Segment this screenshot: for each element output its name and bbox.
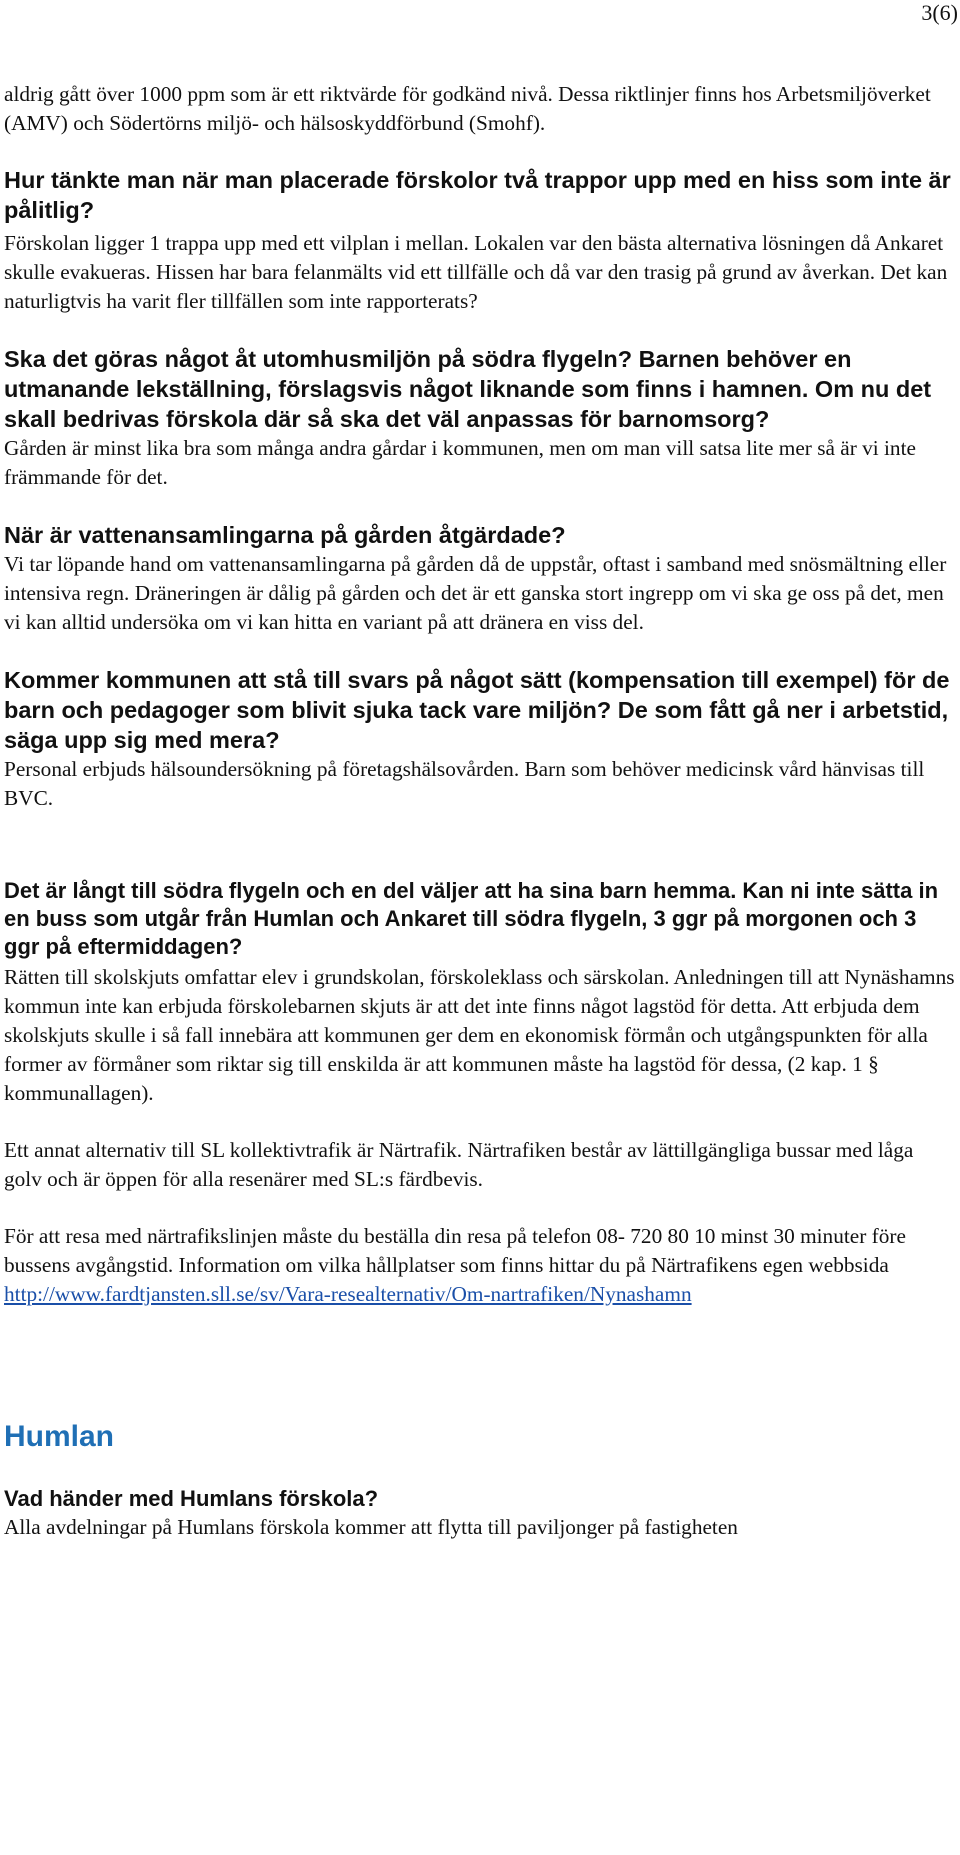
page-number: 3(6) xyxy=(921,0,958,25)
question-compensation: Kommer kommunen att stå till svars på något sätt (kompensation till exempel) för de barn och pedagoger som blivit sjuka tack vare miljön? De som fått gå ner i arbetstid, säga upp sig med mera? xyxy=(4,667,950,753)
question-elevator: Hur tänkte man när man placerade förskolor två trappor upp med en hiss som inte är pålitlig? xyxy=(4,167,951,223)
answer-compensation: Personal erbjuds hälsoundersökning på företagshälsovården. Barn som behöver medicinsk vård hänvisas till BVC. xyxy=(4,757,925,810)
question-water-accumulation: När är vattenansamlingarna på gården åtgärdade? xyxy=(4,522,566,548)
question-outdoor-environment: Ska det göras något åt utomhusmiljön på södra flygeln? Barnen behöver en utmanande lekställning, förslagsvis något liknande som finns i hamnen. Om nu det skall bedrivas förskola där så ska det väl anpassas för barnomsorg? xyxy=(4,346,932,432)
answer-elevator: Förskolan ligger 1 trappa upp med ett vilplan i mellan. Lokalen var den bästa alternativa lösningen då Ankaret skulle evakueras. Hissen har bara felanmälts vid ett tillfälle och då var den trasig på grund av åverkan. Det kan naturligtvis ha varit fler tillfällen som inte rapporterats? xyxy=(4,231,948,313)
answer-water-accumulation: Vi tar löpande hand om vattenansamlingarna på gården då de uppstår, oftast i samband med snösmältning eller intensiva regn. Dräneringen är dålig på gården och det är ett ganska stort ingrepp om vi ska ge oss på det, men vi kan alltid undersöka om vi kan hitta en variant på att dränera en viss del. xyxy=(4,552,947,634)
question-humlan: Vad händer med Humlans förskola? xyxy=(4,1486,379,1511)
answer-bus-paragraph-1: Rätten till skolskjuts omfattar elev i grundskolan, förskoleklass och särskolan. Anledningen till att Nynäshamns kommun inte kan erbjuda förskolebarnen skjuts är att det inte finns något lagstöd för detta. Att erbjuda dem skolskjuts skulle i så fall innebära att kommunen ger dem en ekonomisk förmån och utgångspunkten för alla former av förmåner som riktar sig till enskilda är att kommunen måste ha lagstöd för dessa, (2 kap. 1 § kommunallagen). xyxy=(4,965,955,1105)
answer-bus-paragraph-3 xyxy=(4,1222,956,1309)
question-bus: Det är långt till södra flygeln och en del väljer att ha sina barn hemma. Kan ni inte sätta in en buss som utgår från Humlan och Ankaret till södra flygeln, 3 ggr på morgonen och 3 ggr på eftermiddagen? xyxy=(4,878,939,959)
section-title-humlan: Humlan xyxy=(4,1420,115,1453)
answer-bus-paragraph-3-text: För att resa med närtrafikslinjen måste du beställa din resa på telefon 08- 720 80 10 minst 30 minuter före bussens avgångstid. Information om vilka hållplatser som finns hittar du på Närtrafikens egen webbsida xyxy=(4,1224,906,1277)
document-content xyxy=(4,80,956,1542)
answer-humlan: Alla avdelningar på Humlans förskola kommer att flytta till paviljonger på fastigheten xyxy=(4,1515,738,1539)
answer-outdoor-environment: Gården är minst lika bra som många andra gårdar i kommunen, men om man vill satsa lite mer så är vi inte främmande för det. xyxy=(4,436,916,489)
answer-bus-paragraph-2: Ett annat alternativ till SL kollektivtrafik är Närtrafik. Närtrafiken består av lättillgängliga bussar med låga golv och är öppen för alla resenärer med SL:s färdbevis. xyxy=(4,1138,914,1191)
nartrafiken-link[interactable]: http://www.fardtjansten.sll.se/sv/Vara-resealternativ/Om-nartrafiken/Nynashamn xyxy=(4,1282,692,1306)
intro-paragraph: aldrig gått över 1000 ppm som är ett riktvärde för godkänd nivå. Dessa riktlinjer finns hos Arbetsmiljöverket (AMV) och Södertörns miljö- och hälsoskyddförbund (Smohf). xyxy=(4,82,931,135)
